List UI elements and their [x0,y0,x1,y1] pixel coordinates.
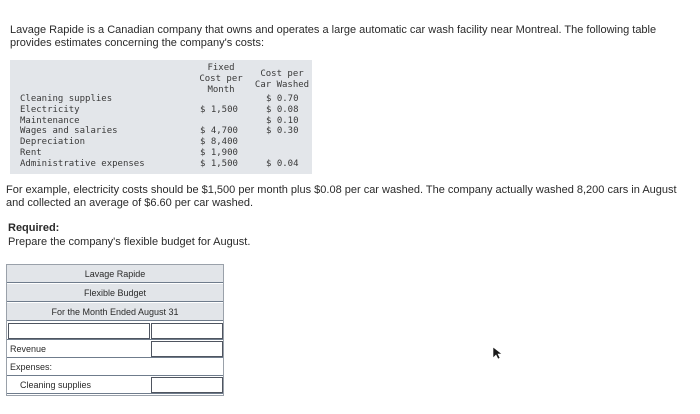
fixed-cost-column [200,94,238,170]
cost-label: Rent [20,147,42,158]
budget-company-name: Lavage Rapide [7,265,223,283]
cost-label: Maintenance [20,115,80,126]
fixed-cost-value: $ 8,400 [200,137,238,148]
budget-label-input[interactable] [8,323,150,339]
cost-label: Wages and salaries [20,126,118,137]
header-fixed-cost: Fixed Cost per Month [199,63,243,95]
revenue-amount-input[interactable] [151,341,223,357]
fixed-cost-value: $ 4,700 [200,126,238,137]
header-variable-cost: Cost per Car Washed [254,69,310,90]
budget-title: Flexible Budget [7,284,223,302]
fixed-cost-value: $ 1,500 [200,158,238,169]
revenue-row [7,340,223,358]
instruction-text: Prepare the company's flexible budget for August. [8,236,251,248]
budget-period: For the Month Ended August 31 [7,303,223,321]
cost-labels-column [20,94,145,170]
expenses-label: Expenses: [10,362,53,372]
variable-cost-value: $ 0.04 [266,158,299,169]
fixed-cost-value: $ 1,900 [200,147,238,158]
variable-cost-value: $ 0.08 [266,104,299,115]
variable-cost-value [266,148,299,159]
cleaning-supplies-amount-input[interactable] [151,377,223,393]
fixed-cost-value: $ 1,500 [200,104,238,115]
example-text: For example, electricity costs should be $1,500 per month plus $0.08 per car washed. The company actually washed 8,200 cars in August and collected an average of $6.60 per car washed. [6,184,677,209]
fixed-cost-value [200,116,238,127]
required-heading: Required: [8,222,60,234]
cleaning-supplies-label: Cleaning supplies [20,380,92,390]
intro-text: Lavage Rapide is a Canadian company that owns and operates a large automatic car wash facility near Montreal. The following table provides estimates concerning the company's costs: [10,24,657,49]
cost-label: Depreciation [20,137,86,148]
cleaning-supplies-row [7,376,223,394]
budget-input-row [7,322,223,340]
revenue-label: Revenue [10,344,47,354]
flexible-budget-worksheet [6,264,224,396]
cost-label: Administrative expenses [20,158,145,169]
variable-cost-value: $ 0.30 [266,126,299,137]
cost-label: Electricity [20,104,80,115]
cost-label: Cleaning supplies [20,94,113,104]
fixed-cost-value [200,94,238,105]
budget-amount-input[interactable] [151,323,223,339]
mouse-pointer-icon [492,346,502,360]
variable-cost-value: $ 0.10 [266,115,299,126]
variable-cost-column [266,94,299,170]
variable-cost-value [266,137,299,148]
variable-cost-value: $ 0.70 [266,94,299,104]
cost-estimates-table [10,60,312,174]
expenses-row [7,358,223,376]
